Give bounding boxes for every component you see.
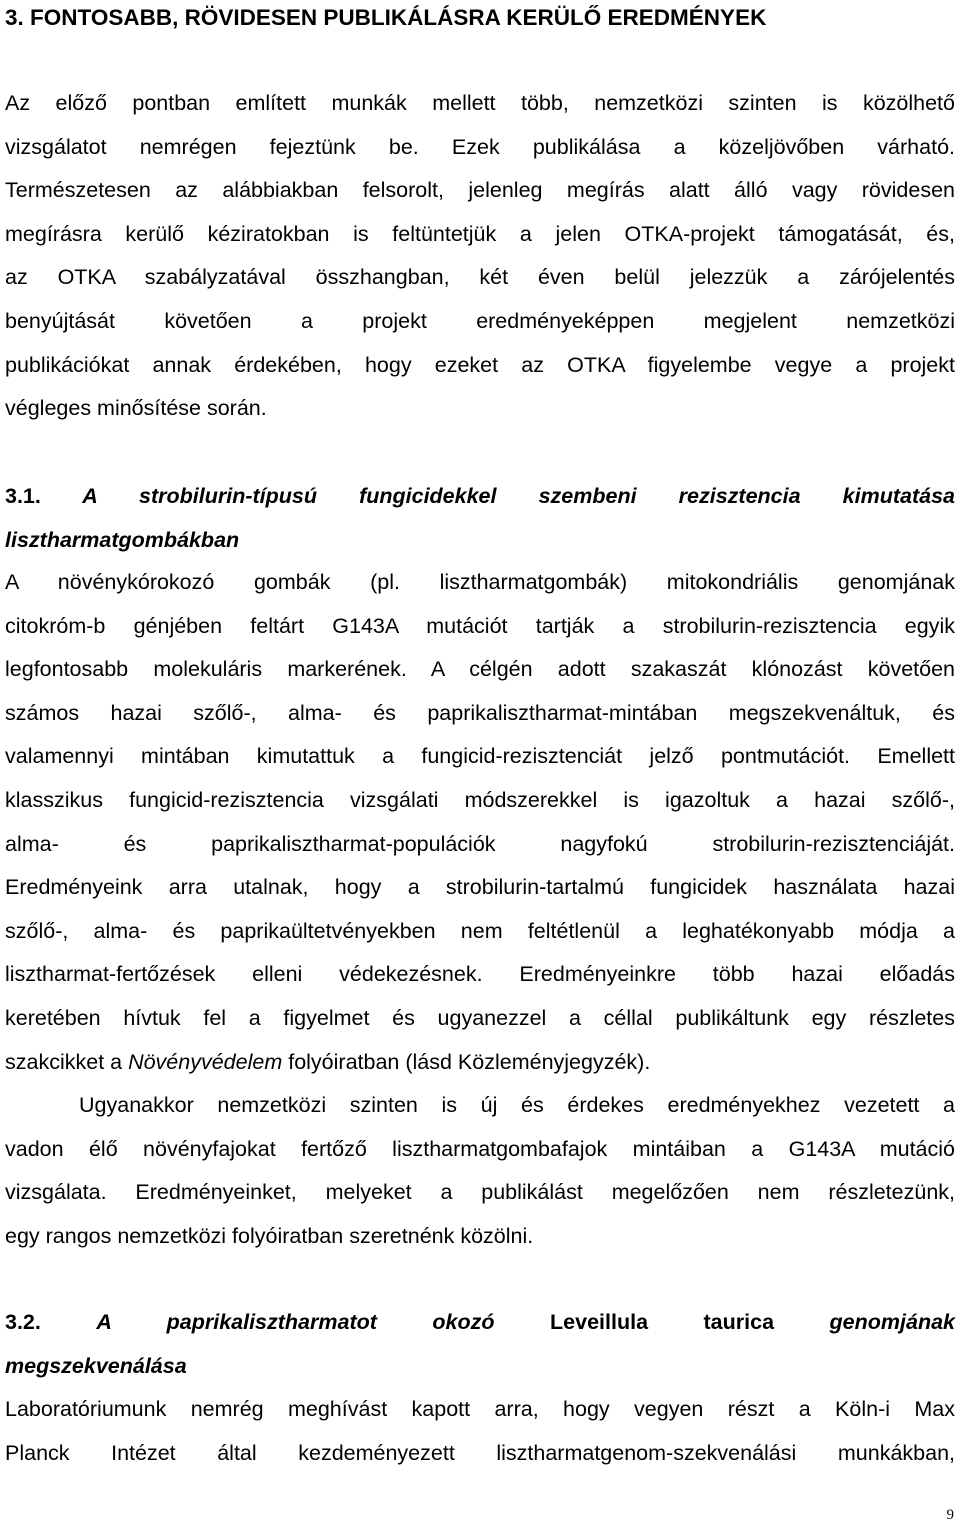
subsection-number: 3.2. <box>5 1310 41 1334</box>
intro-paragraph <box>5 82 955 431</box>
text-line: lisztharmat-fertőzések elleni védekezésnek. Eredményeinkre több hazai előadás <box>5 962 955 987</box>
text-line: végleges minősítése során. <box>5 396 267 421</box>
text-line: valamennyi mintában kimutattuk a fungicid-rezisztenciát jelző pontmutációt. Emellett <box>5 744 955 769</box>
subsection-title-line <box>5 1301 955 1345</box>
page-number: 9 <box>946 1507 954 1523</box>
text-line: citokróm-b génjében feltárt G143A mutációt tartják a strobilurin-rezisztencia egyik <box>5 613 955 638</box>
subsection-title-text: genomjának <box>829 1310 955 1334</box>
text-line: publikációkat annak érdekében, hogy ezeket az OTKA figyelembe vegye a projekt <box>5 352 955 377</box>
text-line: vadon élő növényfajokat fertőző lisztharmatgombafajok mintáiban a G143A mutáció <box>5 1136 955 1161</box>
subsection-title-line: lisztharmatgombákban <box>5 527 240 552</box>
text-line: vizsgálatot nemrégen fejeztünk be. Ezek publikálása a közeljövőben várható. <box>5 134 955 159</box>
text-line: megírásra kerülő kéziratokban is feltüntetjük a jelen OTKA-projekt támogatását, és, <box>5 221 955 246</box>
text-line: Laboratóriumunk nemrég meghívást kapott arra, hogy vegyen részt a Köln-i Max <box>5 1397 955 1421</box>
species-name: Leveillula taurica <box>550 1310 775 1334</box>
text-line <box>5 1041 955 1085</box>
text-line: klasszikus fungicid-rezisztencia vizsgálati módszerekkel is igazoltuk a hazai szőlő-, <box>5 787 955 812</box>
subsection-title <box>5 1301 955 1388</box>
subsection-number: 3.1. <box>5 484 41 508</box>
text-line: alma- és paprikalisztharmat-populációk nagyfokú strobilurin-rezisztenciáját. <box>5 831 955 856</box>
text-line: Az előző pontban említett munkák mellett több, nemzetközi szinten is közölhető <box>5 91 955 115</box>
text-line: Planck Intézet által kezdeményezett lisztharmatgenom-szekvenálási munkákban, <box>5 1440 955 1465</box>
journal-name: Növényvédelem <box>128 1049 283 1074</box>
text-line: számos hazai szőlő-, alma- és paprikalisztharmat-mintában megszekvenáltuk, és <box>5 700 955 725</box>
text-line: benyújtását követően a projekt eredményeképpen megjelent nemzetközi <box>5 308 955 333</box>
text-line: A növénykórokozó gombák (pl. lisztharmatgombák) mitokondriális genomjának <box>5 570 955 594</box>
subsection-title-text: A strobilurin-típusú fungicidekkel szembeni rezisztencia kimutatása <box>82 484 955 508</box>
subsection-title-text: A paprikalisztharmatot okozó <box>96 1310 495 1334</box>
text-line: az OTKA szabályzatával összhangban, két éven belül jelezzük a zárójelentés <box>5 265 955 290</box>
text-line: szőlő-, alma- és paprikaültetvényekben nem feltétlenül a leghatékonyabb módja a <box>5 918 955 943</box>
subsection-title <box>5 475 955 562</box>
subsection-title-line <box>5 475 955 519</box>
section-heading: 3. FONTOSABB, RÖVIDESEN PUBLIKÁLÁSRA KERÜLŐ EREDMÉNYEK <box>5 5 767 30</box>
text-line: Ugyanakkor nemzetközi szinten is új és érdekes eredményekhez vezetett a <box>79 1093 955 1118</box>
text-line: vizsgálata. Eredményeinket, melyeket a publikálást megelőzően nem részletezünk, <box>5 1180 955 1205</box>
text-line: Eredményeink arra utalnak, hogy a strobilurin-tartalmú fungicidek használata hazai <box>5 875 955 900</box>
text-fragment: szakcikket a <box>5 1049 129 1074</box>
text-fragment: folyóiratban (lásd Közleményjegyzék). <box>282 1049 651 1074</box>
text-line: legfontosabb molekuláris markerének. A célgén adott szakaszát klónozást követően <box>5 657 955 682</box>
text-line: egy rangos nemzetközi folyóiratban szeretnénk közölni. <box>5 1223 534 1248</box>
text-line: keretében hívtuk fel a figyelmet és ugyanezzel a céllal publikáltunk egy részletes <box>5 1005 955 1030</box>
subsection-title-line: megszekvenálása <box>5 1353 187 1378</box>
text-line: Természetesen az alábbiakban felsorolt, jelenleg megírás alatt álló vagy rövidesen <box>5 178 955 203</box>
subsection-body <box>5 561 955 1259</box>
subsection-body <box>5 1388 955 1475</box>
